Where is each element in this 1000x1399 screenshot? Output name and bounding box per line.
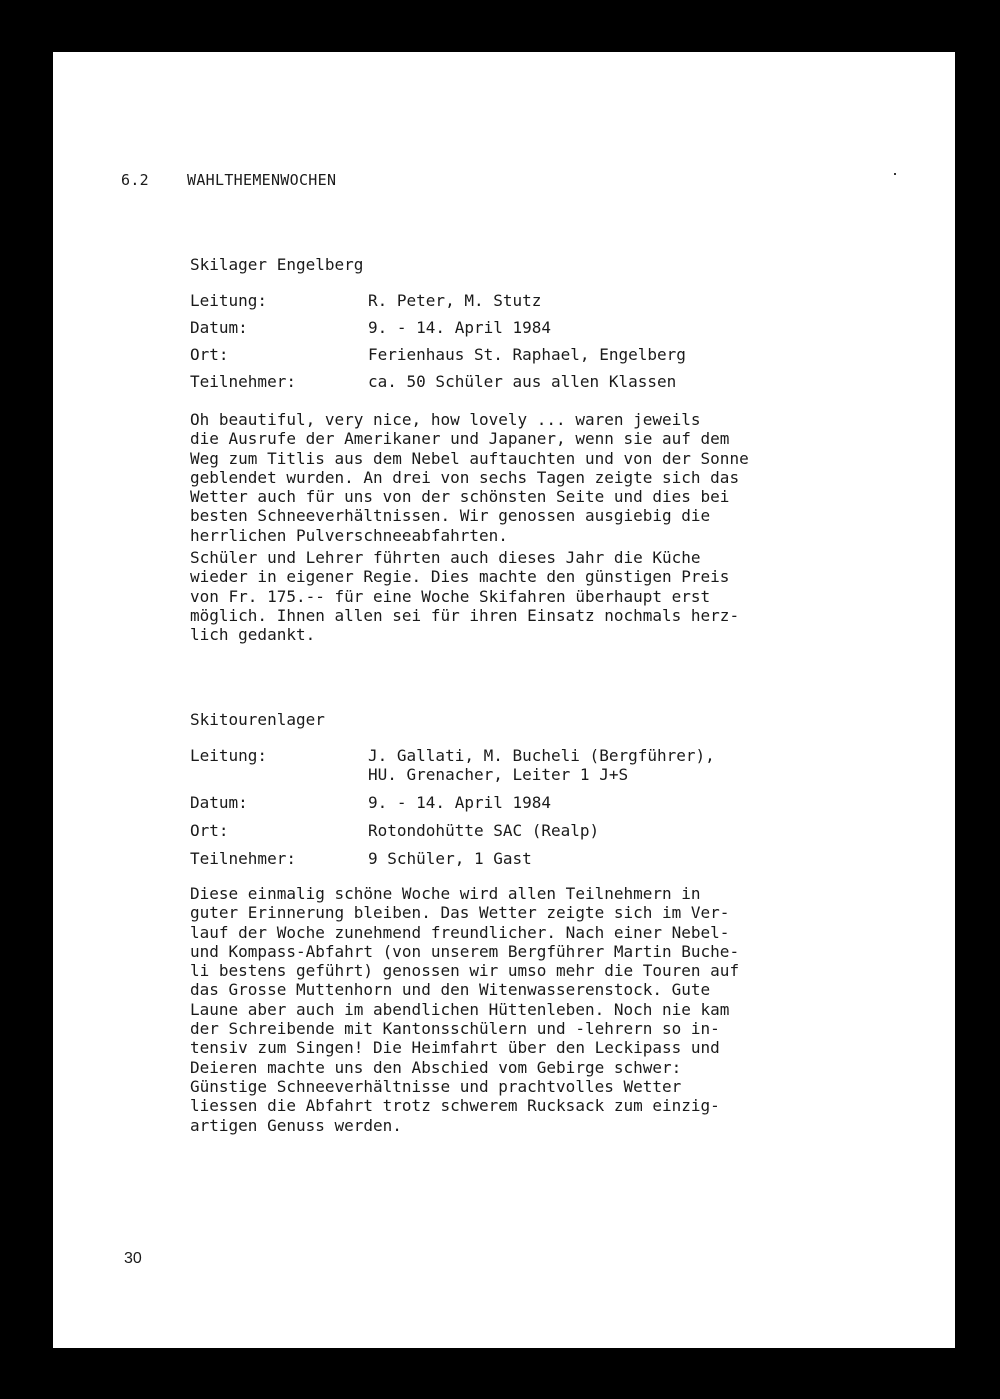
paragraph-line: Schüler und Lehrer führten auch dieses Jahr die Küche	[190, 548, 701, 567]
info-label: Ort:	[190, 821, 229, 840]
paragraph-line: geblendet wurden. An drei von sechs Tagen zeigte sich das	[190, 467, 740, 487]
document-page	[53, 52, 955, 1348]
paragraph-line: liessen die Abfahrt trotz schwerem Rucksack zum einzig-	[190, 1096, 720, 1116]
paragraph-line: wieder in eigener Regie. Dies machte den günstigen Preis	[190, 567, 730, 587]
info-label: Teilnehmer:	[190, 849, 296, 868]
paragraph-line: Diese einmalig schöne Woche wird allen Teilnehmern in	[190, 884, 701, 903]
paragraph-line: lich gedankt.	[190, 625, 316, 645]
paragraph-line: Oh beautiful, very nice, how lovely ... waren jeweils	[190, 410, 701, 429]
paragraph-line: Wetter auch für uns von der schönsten Seite und dies bei	[190, 487, 730, 507]
info-label: Datum:	[190, 318, 248, 337]
scan-border-left	[0, 0, 53, 1399]
info-value-line: HU. Grenacher, Leiter 1 J+S	[368, 765, 629, 784]
info-value	[368, 318, 551, 337]
paragraph-line: und Kompass-Abfahrt (von unserem Bergführer Martin Buche-	[190, 941, 740, 961]
camp-title-skilager: Skilager Engelberg	[190, 255, 364, 274]
paragraph-line: guter Erinnerung bleiben. Das Wetter zeigte sich im Ver-	[190, 903, 730, 923]
paragraph-line: lauf der Woche zunehmend freundlicher. Nach einer Nebel-	[190, 922, 730, 942]
info-value	[368, 372, 676, 391]
scan-border-right	[955, 0, 1000, 1399]
section-title: WAHLTHEMENWOCHEN	[187, 171, 337, 189]
info-value-line: R. Peter, M. Stutz	[368, 291, 542, 310]
info-value	[368, 849, 532, 868]
paragraph-line: li bestens geführt) genossen wir umso mehr die Touren auf	[190, 961, 740, 981]
scan-speck	[894, 173, 896, 175]
camp-title-skitourenlager: Skitourenlager	[190, 710, 325, 729]
section-number: 6.2	[121, 171, 149, 189]
paragraph-line: Günstige Schneeverhältnisse und prachtvolles Wetter	[190, 1076, 682, 1096]
paragraph-line: das Grosse Muttenhorn und den Witenwasserenstock. Gute	[190, 980, 711, 1000]
info-label: Ort:	[190, 345, 229, 364]
paragraph	[190, 884, 739, 1135]
info-label: Leitung:	[190, 746, 268, 765]
paragraph	[190, 548, 739, 644]
info-value-line: ca. 50 Schüler aus allen Klassen	[368, 372, 677, 391]
scan-border-bottom	[0, 1348, 1000, 1399]
info-label: Leitung:	[190, 291, 268, 310]
info-value	[368, 821, 599, 840]
info-value-line: 9 Schüler, 1 Gast	[368, 849, 532, 868]
paragraph-line: besten Schneeverhältnissen. Wir genossen ausgiebig die	[190, 506, 711, 526]
info-value-line: 9. - 14. April 1984	[368, 793, 552, 812]
paragraph-line: von Fr. 175.-- für eine Woche Skifahren überhaupt erst	[190, 586, 711, 606]
paragraph-line: Deieren machte uns den Abschied vom Gebirge schwer:	[190, 1057, 682, 1077]
page-number: 30	[124, 1250, 142, 1267]
info-value-line: J. Gallati, M. Bucheli (Bergführer),	[368, 746, 715, 765]
paragraph-line: möglich. Ihnen allen sei für ihren Einsatz nochmals herz-	[190, 605, 740, 625]
paragraph-line: der Schreibende mit Kantonsschülern und -lehrern so in-	[190, 1019, 720, 1039]
info-label: Teilnehmer:	[190, 372, 296, 391]
paragraph-line: tensiv zum Singen! Die Heimfahrt über den Leckipass und	[190, 1038, 720, 1058]
info-value-line: Rotondohütte SAC (Realp)	[368, 821, 600, 840]
info-value-line: 9. - 14. April 1984	[368, 318, 552, 337]
paragraph-line: Laune aber auch im abendlichen Hüttenleben. Noch nie kam	[190, 999, 730, 1019]
paragraph	[190, 410, 749, 545]
info-value	[368, 793, 551, 812]
scan-border-top	[0, 0, 1000, 52]
info-label: Datum:	[190, 793, 248, 812]
info-value	[368, 291, 541, 310]
info-value	[368, 746, 715, 784]
section-heading	[121, 171, 336, 189]
info-value-line: Ferienhaus St. Raphael, Engelberg	[368, 345, 686, 364]
info-value	[368, 345, 686, 364]
paragraph-line: die Ausrufe der Amerikaner und Japaner, wenn sie auf dem	[190, 429, 730, 449]
paragraph-line: Weg zum Titlis aus dem Nebel auftauchten und von der Sonne	[190, 448, 749, 468]
paragraph-line: artigen Genuss werden.	[190, 1115, 402, 1135]
paragraph-line: herrlichen Pulverschneeabfahrten.	[190, 525, 508, 545]
